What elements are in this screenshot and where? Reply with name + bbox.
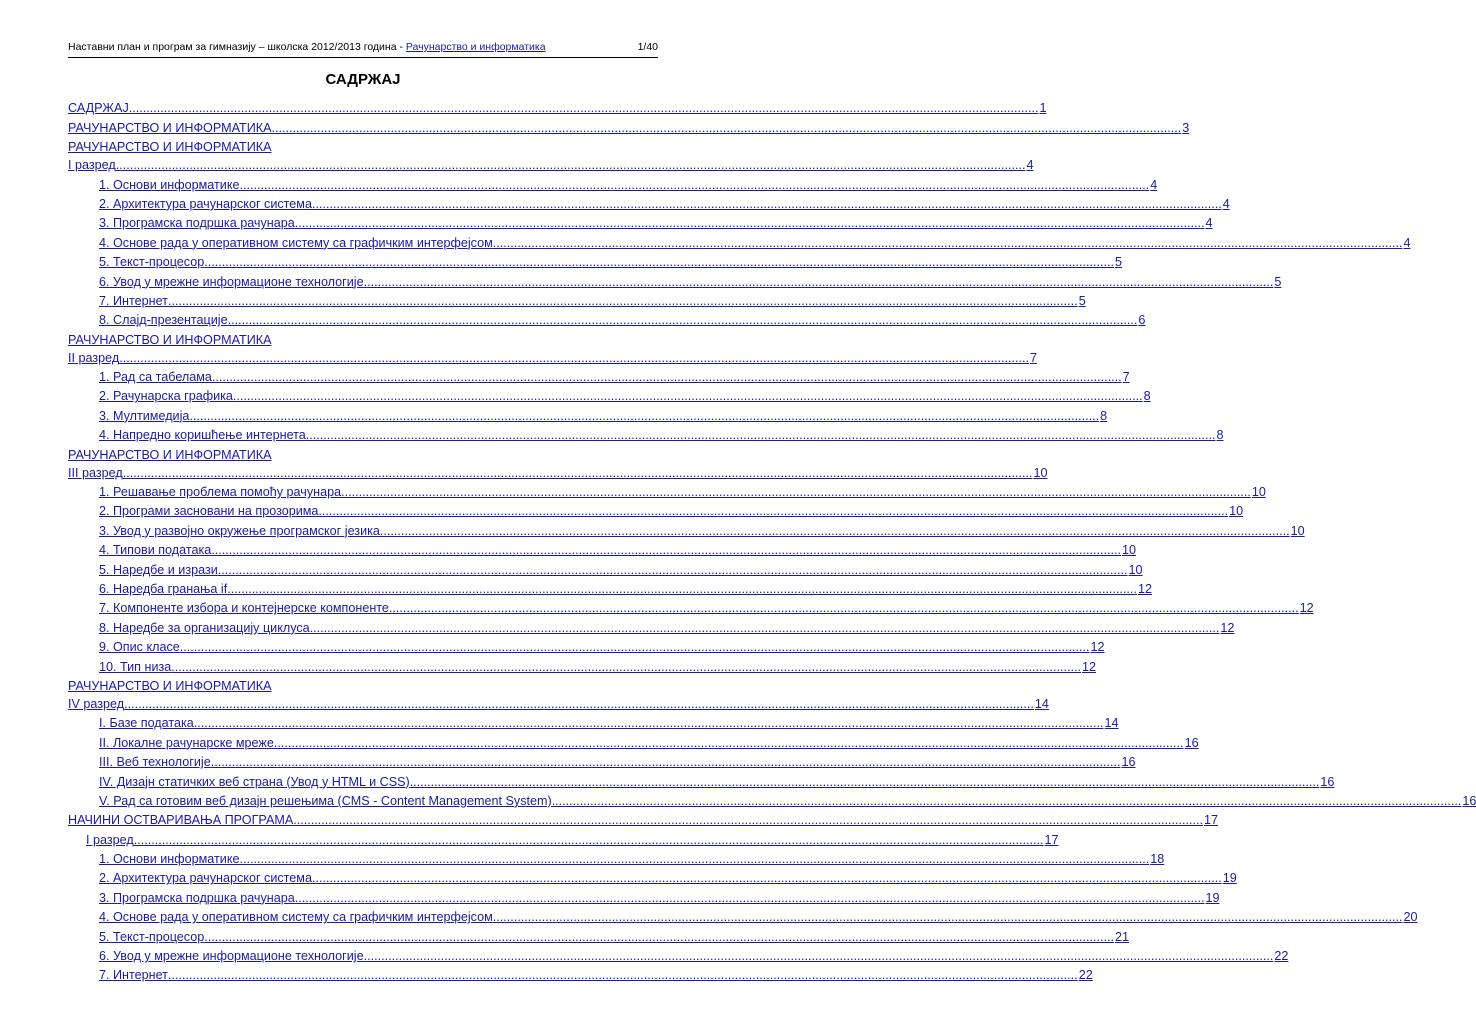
toc-entry-text[interactable]: IV. Дизајн статичких веб страна (Увод у HTML и CSS) [99,774,410,789]
header-title: Наставни план и програм за гимназију – школска 2012/2013 година - [68,41,406,53]
toc-entry[interactable] [68,730,1199,750]
toc-entry-text[interactable]: 1. Рад са табелама [99,370,212,385]
toc-entry-text[interactable]: 7. Компоненте избора и контејнерске компоненте [99,601,389,616]
toc-entry-text[interactable]: 5. Текст-процесор [99,929,205,944]
toc-page-number[interactable]: 4 [1026,158,1034,173]
toc-entry[interactable] [68,423,1224,443]
toc-leader-dots: .................................................................................................................................................................................................................................................................... [492,910,1403,925]
toc-entry[interactable] [68,192,1230,211]
toc-leader-dots: .................................................................................................................................................................................................................................................................... [227,313,1138,328]
toc-entry-text[interactable]: 3. Програмска подршка рачунара [99,216,295,231]
toc-entry-text[interactable]: 9. Опис класе [99,640,180,655]
toc-entry-text[interactable]: 7. Интернет [99,293,168,308]
toc-page-number[interactable]: 7 [1122,370,1130,385]
toc-entry-text[interactable]: I разред [86,832,134,847]
toc-page-number[interactable]: 14 [1034,696,1049,711]
toc-entry[interactable] [68,885,1220,905]
toc-page-number[interactable]: 10 [1290,523,1305,538]
toc-leader-dots: .................................................................................................................................................................................................................................................................... [133,832,1044,847]
toc-page-number[interactable]: 1 [1039,101,1047,116]
toc-entry-text[interactable]: 6. Увод у мрежне информационе технологије [99,274,364,289]
toc-entry[interactable] [68,250,1123,270]
toc-entry-text[interactable]: РАЧУНАРСТВО И ИНФОРМАТИКА [68,447,272,462]
toc-entry[interactable] [68,308,1146,328]
toc-leader-dots: .................................................................................................................................................................................................................................................................... [341,485,1251,500]
toc-page-number[interactable]: 10 [1251,485,1266,500]
toc-entry-text[interactable]: 3. Увод у развојно окружење програмског језика [99,523,380,538]
toc-entry-text[interactable]: III. Веб технологије [99,755,211,770]
toc-leader-dots: .................................................................................................................................................................................................................................................................... [271,120,1182,135]
toc-page-number[interactable]: 17 [1203,813,1218,828]
toc-page-number[interactable]: 12 [1082,659,1097,674]
toc-leader-dots: .................................................................................................................................................................................................................................................................... [217,562,1128,577]
toc-entry[interactable] [68,269,1282,289]
table-of-contents [68,96,1476,983]
toc-leader-dots: .................................................................................................................................................................................................................................................................... [232,389,1143,404]
toc-entry-text[interactable]: 4. Типови података [99,543,212,558]
toc-entry-text[interactable]: РАЧУНАРСТВО И ИНФОРМАТИКА [68,120,272,135]
toc-entry[interactable] [68,808,1218,828]
toc-entry-text[interactable]: 5. Текст-процесор [99,255,205,270]
page-header [68,39,658,55]
toc-page-number[interactable]: 14 [1104,716,1119,731]
toc-entry-text[interactable]: 1. Основи информатике [99,177,240,192]
toc-entry-text[interactable]: 4. Основе рада у оперативном систему са графичким интерфејсом [99,235,493,250]
toc-leader-dots: .................................................................................................................................................................................................................................................................... [204,929,1114,944]
toc-heading[interactable] [68,442,658,461]
toc-entry-text[interactable]: РАЧУНАРСТВО И ИНФОРМАТИКА [68,332,272,347]
toc-leader-dots: .................................................................................................................................................................................................................................................................... [128,101,1039,116]
toc-leader-dots: .................................................................................................................................................................................................................................................................... [239,852,1150,867]
toc-page-number[interactable]: 4 [1222,196,1230,211]
toc-entry-text[interactable]: 7. Интернет [99,968,168,983]
toc-leader-dots: .................................................................................................................................................................................................................................................................... [210,755,1121,770]
toc-page-number[interactable]: 7 [1029,350,1037,365]
toc-page-number[interactable]: 10 [1033,465,1048,480]
toc-entry[interactable] [68,96,1047,116]
toc-entry[interactable] [68,289,1086,308]
toc-entry[interactable] [68,963,1093,983]
toc-page-number[interactable]: 17 [1044,832,1059,847]
toc-entry-text[interactable]: 8. Слајд-презентације [99,313,228,328]
toc-leader-dots: .................................................................................................................................................................................................................................................................... [311,871,1222,886]
toc-entry[interactable] [68,827,1059,847]
toc-page-number[interactable]: 8 [1143,389,1151,404]
toc-page-number[interactable]: 5 [1078,293,1086,308]
toc-page-number[interactable]: 22 [1078,968,1093,983]
toc-entry-text[interactable]: САДРЖАЈ [68,101,129,116]
toc-heading[interactable] [68,327,658,346]
toc-page-number[interactable]: 22 [1274,949,1289,964]
toc-page-number[interactable]: 12 [1137,581,1152,596]
toc-entry-text[interactable]: II. Локалне рачунарске мреже [99,735,274,750]
toc-page-number[interactable]: 16 [1462,793,1476,808]
toc-page-number[interactable]: 8 [1100,408,1108,423]
toc-leader-dots: .................................................................................................................................................................................................................................................................... [227,581,1137,596]
toc-entry-text[interactable]: V. Рад са готовим веб дизајн решењима (CMS - Content Management System) [99,793,552,808]
toc-entry[interactable] [68,635,1105,655]
toc-leader-dots: .................................................................................................................................................................................................................................................................... [311,196,1222,211]
toc-entry-text[interactable]: I разред [68,158,116,173]
toc-entry-text[interactable]: НАЧИНИ ОСТВАРИВАЊА ПРОГРАМА [68,813,294,828]
toc-entry[interactable] [68,518,1305,538]
toc-entry[interactable] [68,944,1289,964]
toc-page-number[interactable]: 16 [1184,735,1199,750]
toc-page-number[interactable]: 16 [1320,774,1335,789]
toc-leader-dots: .................................................................................................................................................................................................................................................................... [363,274,1274,289]
toc-leader-dots: .................................................................................................................................................................................................................................................................... [239,177,1150,192]
toc-entry[interactable] [68,905,1418,925]
toc-entry-text[interactable]: 8. Наредбе за организацију циклуса [99,620,310,635]
toc-entry[interactable] [68,847,1165,867]
toc-entry-text[interactable]: 2. Програми засновани на прозорима [99,504,319,519]
toc-entry[interactable] [68,577,1152,596]
toc-entry-text[interactable]: 1. Решавање проблема помоћу рачунара [99,485,342,500]
toc-page-number[interactable]: 19 [1205,890,1220,905]
toc-page-number[interactable]: 5 [1115,255,1123,270]
toc-entry-text[interactable]: 3. Програмска подршка рачунара [99,890,295,905]
header-link[interactable]: Рачунарство и информатика [405,41,546,53]
toc-entry[interactable] [68,347,1037,365]
toc-page-number[interactable]: 20 [1403,910,1418,925]
toc-leader-dots: .................................................................................................................................................................................................................................................................... [171,659,1082,674]
toc-entry-text[interactable]: 10. Тип низа [99,659,172,674]
toc-entry-text[interactable]: II разред [68,350,120,365]
toc-page-number[interactable]: 4 [1205,216,1213,231]
toc-heading[interactable] [68,135,658,154]
toc-leader-dots: .................................................................................................................................................................................................................................................................... [193,716,1104,731]
toc-leader-dots: .................................................................................................................................................................................................................................................................... [388,601,1299,616]
toc-page-number[interactable]: 10 [1229,504,1244,519]
toc-heading[interactable] [68,674,658,693]
toc-page-number[interactable]: 5 [1274,274,1282,289]
toc-leader-dots: .................................................................................................................................................................................................................................................................... [492,235,1403,250]
toc-entry[interactable] [68,403,1108,423]
toc-leader-dots: .................................................................................................................................................................................................................................................................... [204,255,1114,270]
header-rule [68,57,658,58]
toc-entry[interactable] [68,693,1049,711]
toc-leader-dots: .................................................................................................................................................................................................................................................................... [309,620,1220,635]
toc-page-number[interactable]: 21 [1115,929,1130,944]
toc-page-number[interactable]: 19 [1222,871,1237,886]
toc-entry-text[interactable]: 2. Архитектура рачунарског система [99,871,312,886]
toc-entry-text[interactable]: I. Базе података [99,716,194,731]
toc-entry-text[interactable]: 6. Наредба гранања if [99,581,228,596]
toc-leader-dots: .................................................................................................................................................................................................................................................................... [211,370,1122,385]
toc-entry[interactable] [68,866,1237,886]
toc-page-number[interactable]: 8 [1216,428,1224,443]
toc-page-number[interactable]: 6 [1138,313,1146,328]
toc-leader-dots: .................................................................................................................................................................................................................................................................... [124,696,1034,711]
toc-leader-dots: .................................................................................................................................................................................................................................................................... [305,428,1216,443]
toc-entry-text[interactable]: 5. Наредбе и изрази [99,562,218,577]
toc-entry[interactable] [68,365,1130,385]
toc-leader-dots: .................................................................................................................................................................................................................................................................... [122,465,1033,480]
toc-leader-dots: .................................................................................................................................................................................................................................................................... [167,968,1078,983]
toc-entry[interactable] [68,711,1119,731]
toc-leader-dots: .................................................................................................................................................................................................................................................................... [293,813,1203,828]
toc-entry[interactable] [68,615,1235,635]
toc-entry-text[interactable]: 2. Рачунарска графика [99,389,233,404]
toc-entry[interactable] [68,789,1476,808]
toc-entry-text[interactable]: 3. Мултимедија [99,408,190,423]
toc-page-number[interactable]: 10 [1122,543,1137,558]
toc-entry[interactable] [68,750,1136,770]
toc-entry[interactable] [68,769,1335,789]
toc-entry-text[interactable]: IV разред [68,696,125,711]
toc-entry[interactable] [68,230,1411,250]
toc-page-number[interactable]: 18 [1150,852,1165,867]
toc-entry[interactable] [68,557,1143,577]
toc-entry-text[interactable]: 4. Напредно коришћење интернета [99,428,306,443]
toc-entry-text[interactable]: РАЧУНАРСТВО И ИНФОРМАТИКА [68,678,272,693]
toc-entry[interactable] [68,172,1158,192]
toc-entry-text[interactable]: 1. Основи информатике [99,852,240,867]
toc-entry-text[interactable]: 6. Увод у мрежне информационе технологије [99,949,364,964]
toc-entry-text[interactable]: РАЧУНАРСТВО И ИНФОРМАТИКА [68,140,272,155]
toc-entry[interactable] [68,924,1130,944]
toc-page-number[interactable]: 4 [1403,235,1411,250]
toc-page-number[interactable]: 4 [1150,177,1158,192]
toc-leader-dots: .................................................................................................................................................................................................................................................................... [294,216,1205,231]
toc-leader-dots: .................................................................................................................................................................................................................................................................... [551,793,1462,808]
toc-page-number[interactable]: 10 [1128,562,1143,577]
toc-leader-dots: .................................................................................................................................................................................................................................................................... [167,293,1078,308]
toc-leader-dots: .................................................................................................................................................................................................................................................................... [294,890,1205,905]
toc-entry[interactable] [68,499,1244,519]
toc-leader-dots: .................................................................................................................................................................................................................................................................... [119,350,1029,365]
header-text [68,41,546,53]
toc-page-number[interactable]: 16 [1121,755,1136,770]
toc-entry[interactable] [68,538,1137,558]
toc-leader-dots: .................................................................................................................................................................................................................................................................... [115,158,1026,173]
toc-entry[interactable] [68,154,1034,173]
toc-leader-dots: .................................................................................................................................................................................................................................................................... [379,523,1290,538]
toc-entry-text[interactable]: 2. Архитектура рачунарског система [99,196,312,211]
toc-entry[interactable] [68,596,1314,616]
toc-entry[interactable] [68,462,1048,480]
toc-entry[interactable] [68,384,1151,404]
toc-leader-dots: .................................................................................................................................................................................................................................................................... [273,735,1184,750]
toc-entry[interactable] [68,115,1190,135]
toc-leader-dots: .................................................................................................................................................................................................................................................................... [409,774,1320,789]
toc-leader-dots: .................................................................................................................................................................................................................................................................... [189,408,1100,423]
toc-page-number[interactable]: 12 [1220,620,1235,635]
toc-leader-dots: .................................................................................................................................................................................................................................................................... [363,949,1274,964]
toc-entry-text[interactable]: 4. Основе рада у оперативном систему са графичким интерфејсом [99,910,493,925]
toc-leader-dots: .................................................................................................................................................................................................................................................................... [211,543,1122,558]
toc-entry-text[interactable]: III разред [68,465,123,480]
toc-page-number[interactable]: 3 [1182,120,1190,135]
toc-leader-dots: .................................................................................................................................................................................................................................................................... [179,640,1090,655]
page-number: 1/40 [637,41,658,53]
toc-page-number[interactable]: 12 [1299,601,1314,616]
toc-page-number[interactable]: 12 [1090,640,1105,655]
toc-entry[interactable] [68,480,1266,500]
toc-leader-dots: .................................................................................................................................................................................................................................................................... [318,504,1229,519]
toc-entry[interactable] [68,211,1213,231]
toc-entry[interactable] [68,654,1097,674]
page-title: САДРЖАЈ [325,71,401,88]
